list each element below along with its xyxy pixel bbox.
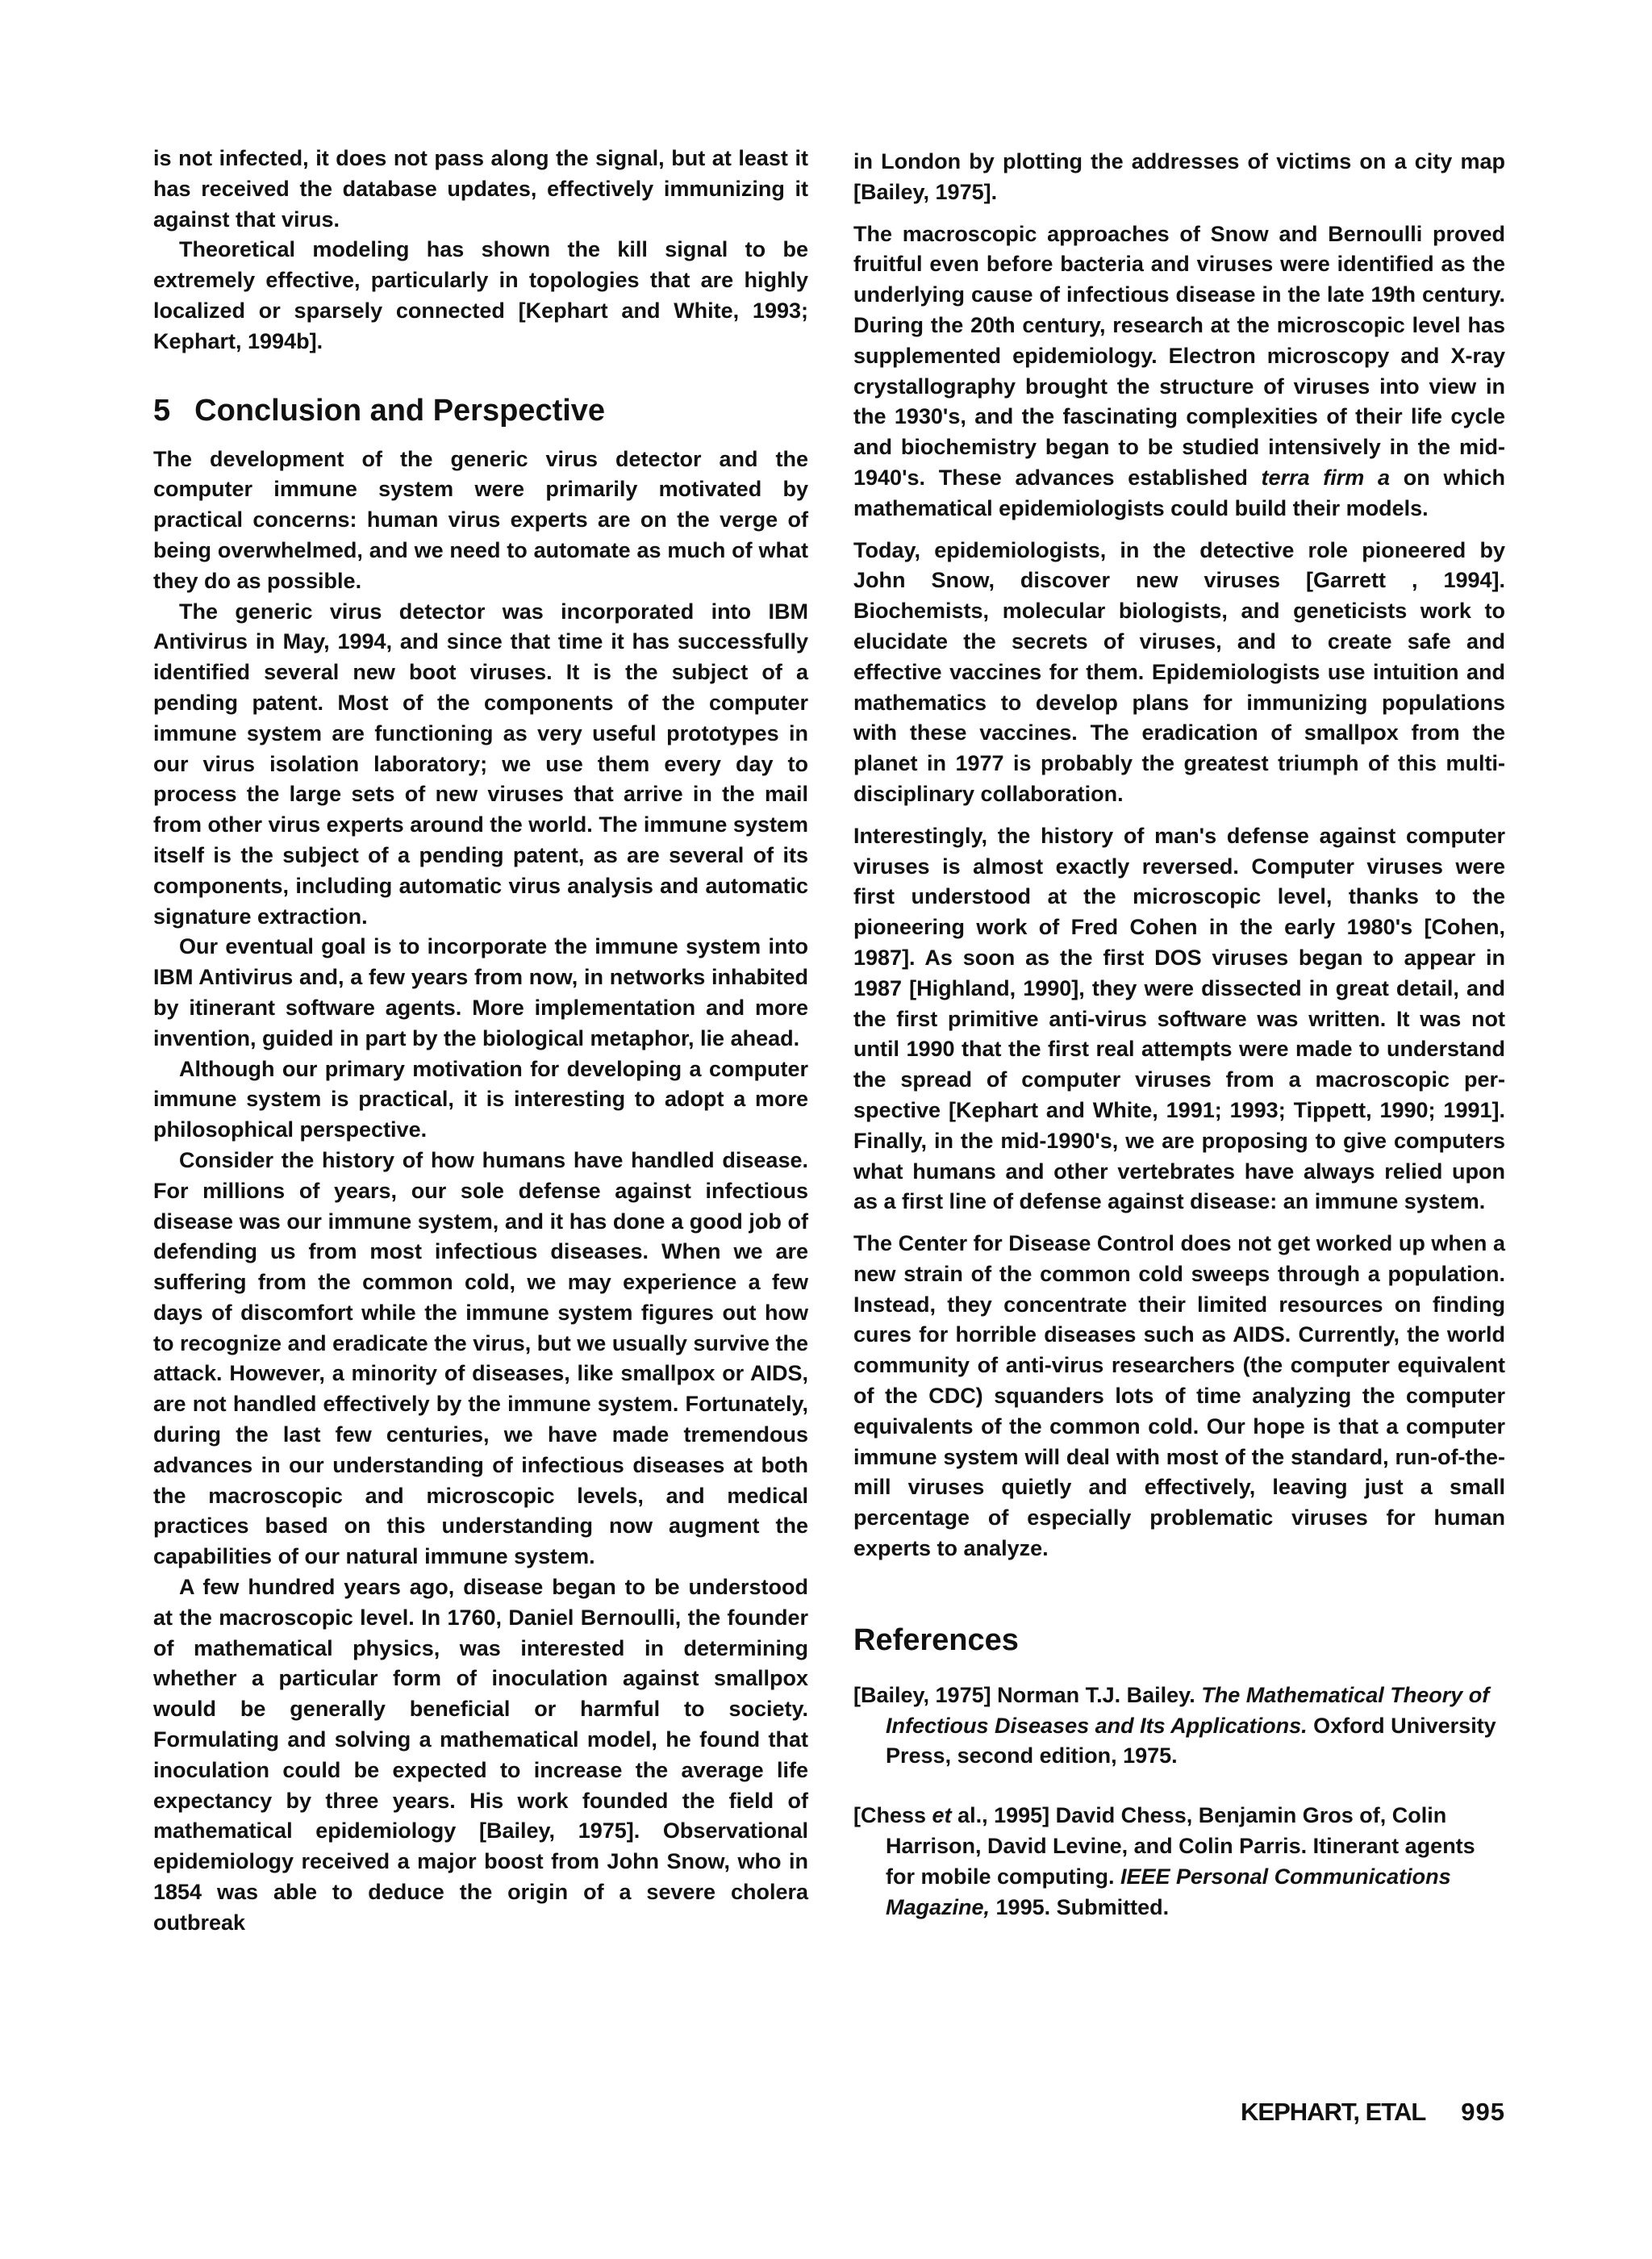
section-number: 5 (153, 393, 171, 428)
page-footer (1241, 2098, 1505, 2127)
reference-key: al., 1995] (951, 1803, 1050, 1828)
paragraph: Interestingly, the history of man's defense against computer viruses is almost exactly reversed. Computer viruses were first understood at the microscopic level, thanks to the pioneering work of Fred Cohen in the early 1980's [Cohen, 1987]. As soon as the first DOS viruses began to appear in 1987 [Highland, 1990], they were dissected in great detail, and the first primitive anti-virus software was written. It was not until 1990 that the first real attempts were made to understand the spread of computer viruses from a macroscopic perspective [Kephart and White, 1991; 1993; Tippett, 1990; 1991]. Finally, in the mid-1990's, we are proposing to give computers what humans and other vertebrates have always relied upon as a first line of defense against disease: an immune system. (853, 823, 1505, 1214)
paragraph: in London by plotting the addresses of victims on a city map [Bailey, 1975]. (853, 149, 1505, 204)
reference-note: 1995. Submitted. (990, 1894, 1170, 1919)
paragraph: The Center for Disease Control does not get worked up when a new strain of the common cold sweeps through a population. Instead, they concentrate their limited resources on finding cures for horrible diseases such as AIDS. Currently, the world community of anti-virus researchers (the computer equivalent of the CDC) squanders lots of time analyzing the computer equivalents of the common cold. Our hope is that a computer immune system will deal with most of the standard, run-of-the-mill viruses quietly and effectively, leaving just a small percentage of especially problematic viruses for human experts to analyze. (853, 1231, 1505, 1561)
paragraph-text: on which mathematical epidemiologists could build their models. (853, 465, 1505, 520)
paragraph: The development of the generic virus detector and the computer immune system were primarily motivated by practical concerns: human virus experts are on the verge of being overwhelmed, and we need to automate as much of what they do as possible. (153, 446, 808, 593)
reference-title: The Mathematical Theory of Infectious Diseases and Its Applications. (886, 1682, 1490, 1738)
paragraph: Although our primary motivation for developing a computer immune system is practical, it is interesting to adopt a more philosophical perspective. (153, 1056, 808, 1142)
section-title: Conclusion and Perspective (194, 393, 606, 428)
references-heading: References (853, 1622, 1019, 1657)
paragraph (853, 219, 1505, 524)
reference-publisher: Oxford University Press, second edition, 1975. (886, 1713, 1496, 1768)
right-column (853, 147, 1505, 1952)
section-heading (153, 395, 808, 427)
reference-key: [Chess (853, 1803, 932, 1828)
reference-key-italic: et (932, 1803, 952, 1828)
paragraph: Today, epidemiologists, in the detective role pioneered by John Snow, discover new viruses [Garrett , 1994]. Biochemists, molecular biologists, and geneticists work to elucidate the secrets of viruses, and to create safe and effective vaccines for them. Epidemiologists use intuition and mathematics to develop plans for immunizing populations with these vaccines. The eradication of smallpox from the planet in 1977 is probably the greatest triumph of this multi-disciplinary collaboration. (853, 537, 1505, 806)
reference-entry (853, 1681, 1505, 1772)
paragraph: Our eventual goal is to incorporate the immune system into IBM Antivirus and, a few years from now, in networks inhabited by itinerant software agents. More implementation and more invention, guided in part by the biological metaphor, lie ahead. (153, 934, 808, 1050)
reference-key: [Bailey, 1975] (853, 1682, 991, 1707)
reference-entry (853, 1801, 1505, 1923)
reference-venue: IEEE Personal Communications Magazine, (886, 1864, 1451, 1919)
paragraph: A few hundred years ago, disease began to be understood at the macroscopic level. In 1760, Daniel Bernoulli, the founder of mathematical physics, was interested in determining whether a particular form of inoculation against smallpox would be generally beneficial or harmful to society. Formulating and solving a mathematical model, he found that inoculation could be expected to increase the average life expectancy by three years. His work founded the field of mathematical epidemiology [Bailey, 1975]. Observational epidemiology received a major boost from John Snow, who in 1854 was able to deduce the origin of a severe cholera outbreak (153, 1575, 808, 1935)
emphasis-text: terra firm a (1261, 465, 1391, 490)
paragraph: Theoretical modeling has shown the kill signal to be extremely effective, particularly in topologies that are highly localized or sparsely connected [Kephart and White, 1993; Kephart, 1994b]. (153, 237, 808, 353)
paragraph: Consider the history of how humans have handled disease. For millions of years, our sole defense against infectious disease was our immune system, and it has done a good job of defending us from most infectious diseases. When we are suffering from the common cold, we may experience a few days of discomfort while the immune system figures out how to recognize and eradicate the virus, but we usually survive the attack. However, a minority of diseases, like smallpox or AIDS, are not handled effectively by the immune system. Fortunately, during the last few centuries, we have made tremendous advances in our understanding of infectious diseases at both the macroscopic and microscopic levels, and medical practices based on this understanding now augment the capabilities of our natural immune system. (153, 1147, 808, 1569)
paragraph: is not infected, it does not pass along the signal, but at least it has received the database updates, effectively immunizing it against that virus. (153, 146, 808, 232)
running-head: KEPHART, ETAL (1241, 2098, 1426, 2126)
reference-authors: Norman T.J. Bailey. (991, 1682, 1202, 1707)
paragraph-text: The macroscopic approaches of Snow and Bernoulli proved fruitful even before bacteria and viruses were identified as the underlying cause of infectious disease in the late 19th century. During the 20th century, research at the microscopic level has supplemented epidemiology. Electron microscopy and X-ray crystallography brought the structure of viruses into view in the 1930's, and the fascinating complexities of their life cycle and biochemistry began to be studied intensively in the mid-1940's. These advances established (853, 221, 1505, 490)
reference-authors: David Chess, Benjamin Gros of, Colin Harrison, David Levine, and Colin Parris. Itinerant agents for mobile computing. (886, 1803, 1475, 1889)
paragraph: The generic virus detector was incorporated into IBM Antivirus in May, 1994, and since that time it has successfully identified several new boot viruses. It is the subject of a pending patent. Most of the components of the computer immune system are functioning as very useful prototypes in our virus isolation laboratory; we use them every day to process the large sets of new viruses that arrive in the mail from other virus experts around the world. The immune system itself is the subject of a pending patent, as are several of its components, including automatic virus analysis and automatic signature extraction. (153, 599, 808, 929)
page-number: 995 (1461, 2098, 1505, 2126)
left-column (153, 144, 808, 1939)
